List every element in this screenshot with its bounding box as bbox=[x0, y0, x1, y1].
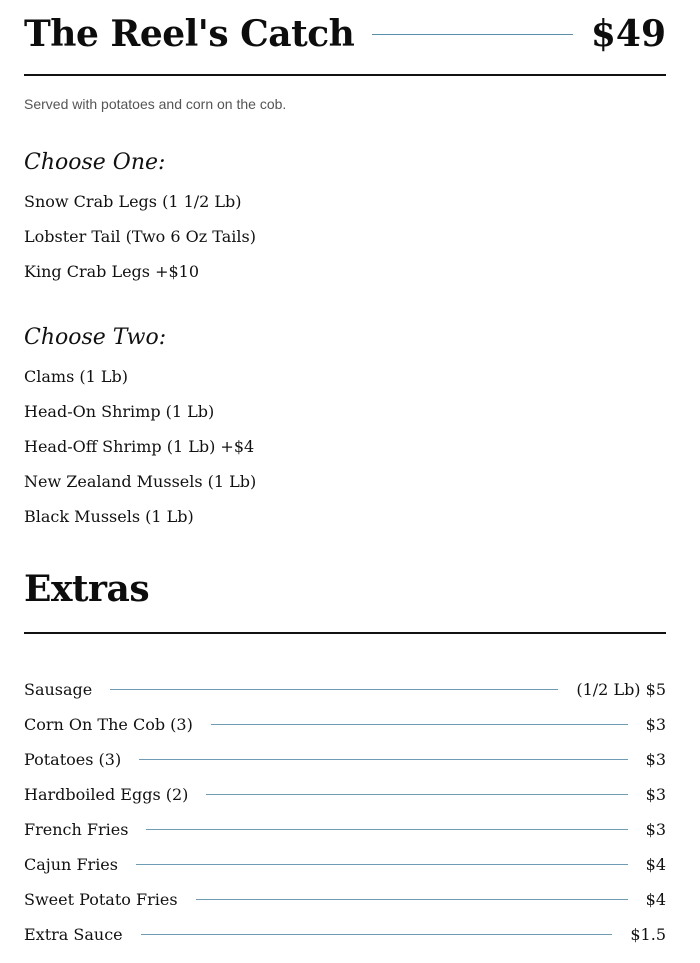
choose-one-item: King Crab Legs +$10 bbox=[24, 262, 200, 281]
extra-name: Sweet Potato Fries bbox=[24, 889, 178, 909]
extra-price: $3 bbox=[645, 749, 666, 769]
choose-one-item: Lobster Tail (Two 6 Oz Tails) bbox=[24, 227, 256, 246]
extra-row bbox=[24, 888, 666, 910]
page-title: The Reel's Catch bbox=[24, 13, 355, 55]
extra-row bbox=[24, 783, 666, 805]
extra-name: French Fries bbox=[24, 819, 129, 839]
description: Served with potatoes and corn on the cob. bbox=[24, 96, 287, 112]
extra-price: $3 bbox=[645, 819, 666, 839]
extra-name: Potatoes (3) bbox=[24, 749, 122, 769]
extra-row bbox=[24, 748, 666, 770]
extra-price: $4 bbox=[645, 889, 666, 909]
extra-leader-line bbox=[206, 794, 627, 795]
title-divider bbox=[24, 74, 666, 76]
extra-leader-line bbox=[196, 899, 628, 900]
extras-divider bbox=[24, 632, 666, 634]
extra-name: Corn On The Cob (3) bbox=[24, 714, 193, 734]
extra-name: Extra Sauce bbox=[24, 924, 123, 944]
extra-price: $3 bbox=[645, 714, 666, 734]
extra-leader-line bbox=[110, 689, 558, 690]
extras-title: Extras bbox=[24, 568, 150, 610]
extra-price: $4 bbox=[645, 854, 666, 874]
extra-name: Hardboiled Eggs (2) bbox=[24, 784, 189, 804]
extra-price: $3 bbox=[645, 784, 666, 804]
title-row bbox=[24, 8, 666, 60]
choose-two-item: Head-On Shrimp (1 Lb) bbox=[24, 402, 215, 421]
extra-name: Cajun Fries bbox=[24, 854, 118, 874]
extra-leader-line bbox=[136, 864, 628, 865]
choose-two-heading: Choose Two: bbox=[24, 325, 167, 350]
choose-one-heading: Choose One: bbox=[24, 150, 166, 175]
title-price: $49 bbox=[590, 13, 666, 55]
extra-row bbox=[24, 678, 666, 700]
choose-two-item: Head-Off Shrimp (1 Lb) +$4 bbox=[24, 437, 255, 456]
title-leader-line bbox=[372, 34, 573, 35]
extra-leader-line bbox=[141, 934, 613, 935]
extra-leader-line bbox=[211, 724, 628, 725]
choose-two-item: Clams (1 Lb) bbox=[24, 367, 128, 386]
extra-price: $1.5 bbox=[630, 924, 666, 944]
choose-one-item: Snow Crab Legs (1 1/2 Lb) bbox=[24, 192, 242, 211]
extra-name: Sausage bbox=[24, 679, 93, 699]
extra-leader-line bbox=[146, 829, 627, 830]
choose-two-item: Black Mussels (1 Lb) bbox=[24, 507, 194, 526]
extra-price: (1/2 Lb) $5 bbox=[576, 679, 666, 699]
extra-row bbox=[24, 853, 666, 875]
choose-two-item: New Zealand Mussels (1 Lb) bbox=[24, 472, 257, 491]
extra-leader-line bbox=[139, 759, 627, 760]
extra-row bbox=[24, 923, 666, 945]
extra-row bbox=[24, 713, 666, 735]
extra-row bbox=[24, 818, 666, 840]
